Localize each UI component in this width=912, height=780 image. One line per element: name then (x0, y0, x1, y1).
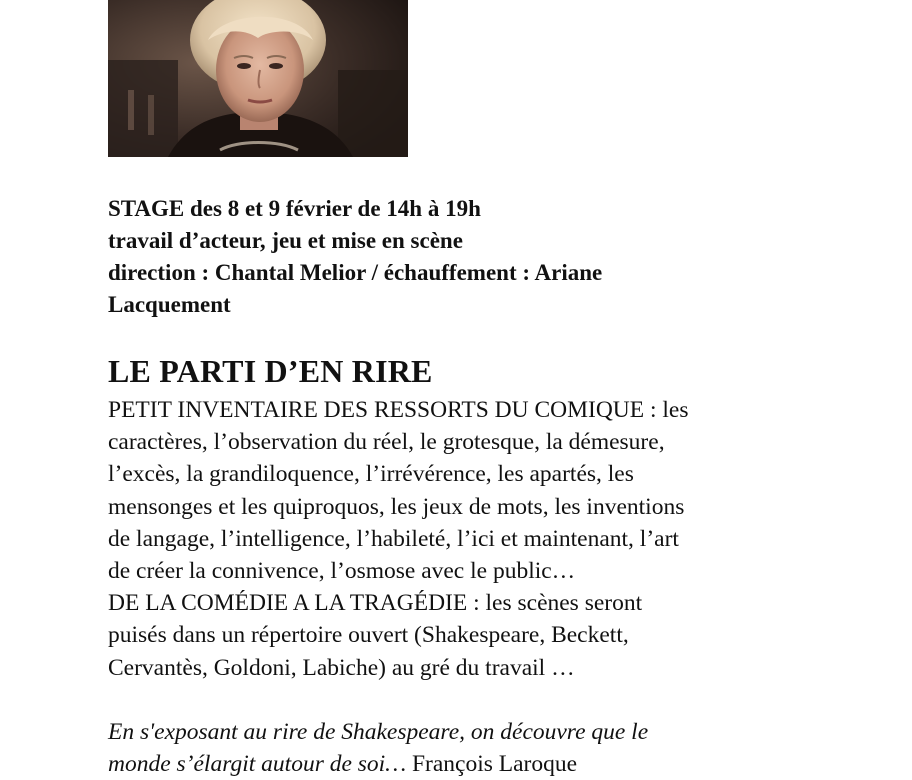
portrait-photo (108, 0, 408, 157)
body-line: de langage, l’intelligence, l’habileté, l’ici et maintenant, l’art (108, 525, 679, 552)
stage-info (108, 193, 808, 321)
body-line: PETIT INVENTAIRE DES RESSORTS DU COMIQUE : les (108, 397, 689, 423)
stage-direction-cont: Lacquement (108, 292, 231, 317)
body-line: caractères, l’observation du réel, le grotesque, la démesure, (108, 429, 665, 456)
body-line: Cervantès, Goldoni, Labiche) au gré du travail … (108, 654, 575, 681)
body-line: de créer la connivence, l’osmose avec le public… (108, 558, 576, 585)
description-text (108, 394, 828, 684)
body-line: mensonges et les quiproquos, les jeux de mots, les inventions (108, 493, 685, 520)
quote-line: En s'exposant au rire de Shakespeare, on découvre que le (108, 719, 649, 745)
body-line: DE LA COMÉDIE A LA TRAGÉDIE : les scènes seront (108, 590, 643, 617)
body-line: l’excès, la grandiloquence, l’irrévérence, les apartés, les (108, 461, 634, 488)
quote-text: monde s’élargit autour de soi… (108, 751, 407, 777)
body-line: puisés dans un répertoire ouvert (Shakespeare, Beckett, (108, 622, 629, 649)
section-title: LE PARTI D’EN RIRE (108, 353, 433, 389)
stage-subject: travail d’acteur, jeu et mise en scène (108, 228, 463, 253)
stage-direction: direction : Chantal Melior / échauffement : Ariane (108, 260, 603, 285)
quote-line-2 (108, 748, 828, 780)
quote-block (108, 716, 828, 780)
quote-author: François Laroque (406, 751, 578, 777)
portrait-image (108, 0, 408, 157)
stage-dates: STAGE des 8 et 9 février de 14h à 19h (108, 196, 481, 221)
